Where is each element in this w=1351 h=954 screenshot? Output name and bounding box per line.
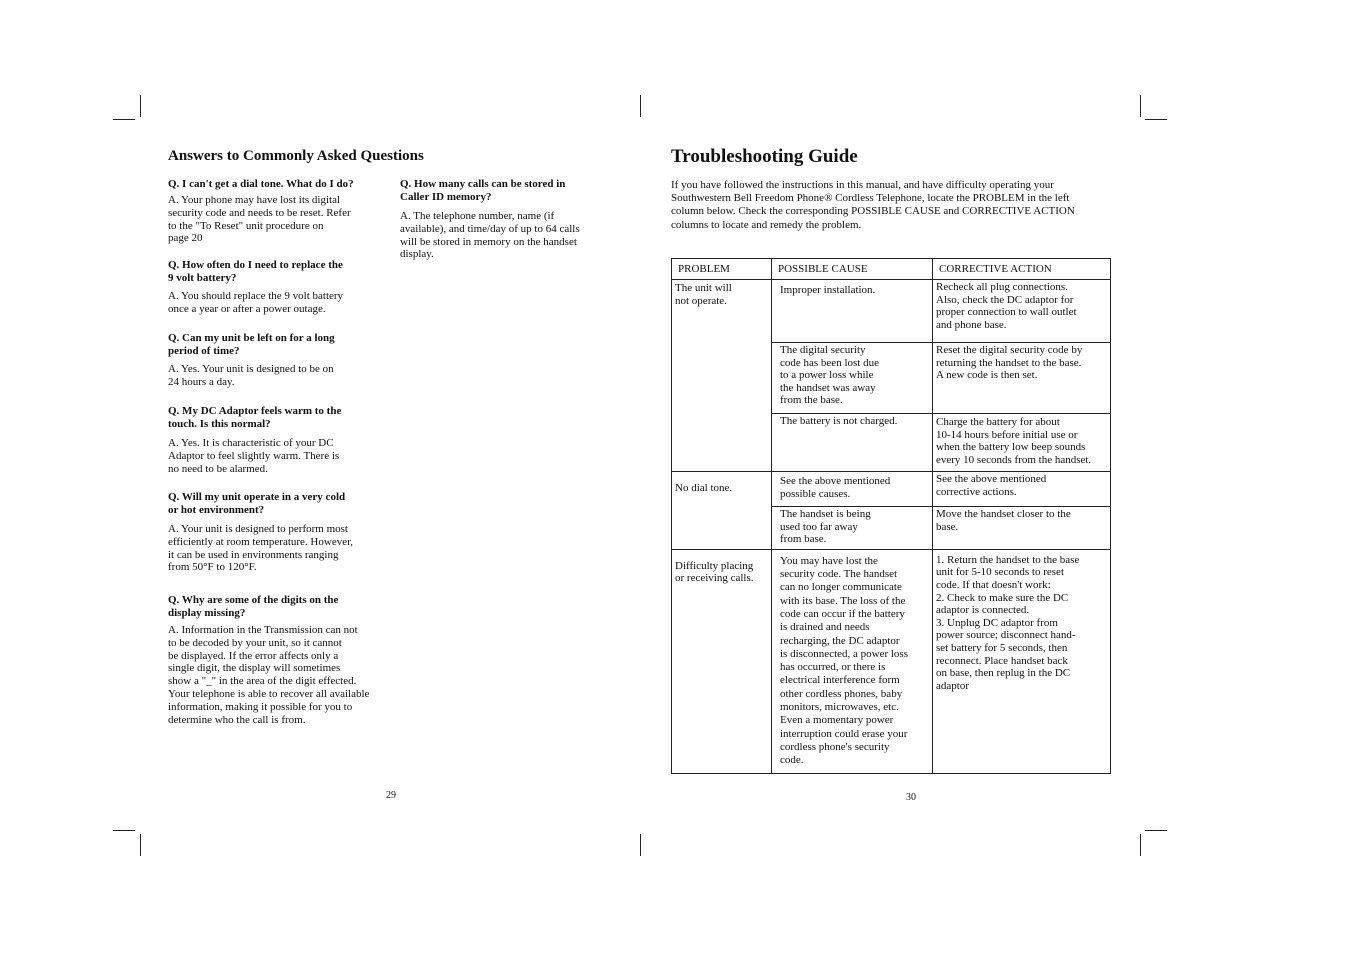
crop-mark [1140,834,1141,856]
column-header-possible-cause: POSSIBLE CAUSE [772,259,933,280]
faq-answer: A. Yes. It is characteristic of your DC Adaptor to feel slightly warm. There is no need to be alarmed. [168,437,340,475]
action-cell: Move the handset closer to the base. [933,507,1111,550]
crop-mark [113,830,135,831]
troubleshooting-heading: Troubleshooting Guide [671,146,858,167]
table-row [672,472,1111,507]
action-cell: Recheck all plug connections. Also, check the DC adaptor for proper connection to wall outlet and phone base. [933,280,1111,343]
cause-cell: The battery is not charged. [772,414,933,472]
crop-mark [113,119,135,120]
problem-cell: Difficulty placing or receiving calls. [672,549,772,773]
table-header-row [672,259,1111,280]
action-cell: See the above mentioned corrective actions. [933,472,1111,507]
faq-question: Q. I can't get a dial tone. What do I do? [168,178,354,190]
faq-answer: A. Yes. Your unit is designed to be on 24 hours a day. [168,363,334,388]
action-cell: Reset the digital security code by returning the handset to the base. A new code is then set. [933,343,1111,414]
faq-question: Q. How many calls can be stored in Caller ID memory? [400,178,566,203]
faq-answer: A. You should replace the 9 volt battery once a year or after a power outage. [168,290,344,315]
cause-cell: The digital security code has been lost due to a power loss while the handset was away from the base. [772,343,933,414]
problem-cell: The unit will not operate. [672,280,772,472]
table-row [672,549,1111,773]
crop-mark [1145,119,1167,120]
crop-mark [1145,830,1167,831]
page-number: 30 [906,792,916,803]
table-row [672,280,1111,343]
cause-cell: See the above mentioned possible causes. [772,472,933,507]
crop-mark [640,95,641,117]
faq-answer: A. Your unit is designed to perform most efficiently at room temperature. However, it can be used in environments ranging from 50°F to 120°F. [168,523,354,574]
faq-question: Q. Will my unit operate in a very cold or hot environment? [168,491,346,516]
faq-question: Q. Can my unit be left on for a long period of time? [168,332,335,357]
problem-cell: No dial tone. [672,472,772,550]
troubleshooting-table [671,258,1111,774]
faq-answer: A. Information in the Transmission can not to be decoded by your unit, so it cannot be displayed. If the error affects only a single digit, the display will sometimes show a "_" in the area of the digit effected. Your telephone is able to recover all available information, making it possible for you to determine who the call is from. [168,624,370,726]
column-header-corrective-action: CORRECTIVE ACTION [933,259,1111,280]
cause-cell: Improper installation. [772,280,933,343]
troubleshooting-intro: If you have followed the instructions in this manual, and have difficulty operating your Southwestern Bell Freedom Phone® Cordless Telephone, locate the PROBLEM in the left column below. Check the corresponding POSSIBLE CAUSE and CORRECTIVE ACTION columns to locate and remedy the problem. [671,179,1075,231]
cause-cell: The handset is being used too far away from base. [772,507,933,550]
faq-question: Q. My DC Adaptor feels warm to the touch. Is this normal? [168,405,342,430]
crop-mark [1140,95,1141,117]
faq-answer: A. The telephone number, name (if available), and time/day of up to 64 calls will be stored in memory on the handset display. [400,210,580,261]
action-cell: 1. Return the handset to the base unit for 5-10 seconds to reset code. If that doesn't work: 2. Check to make sure the DC adaptor is connected. 3. Unplug DC adaptor from power source; disconnect hand- set battery for 5 seconds, then reconnect. Place handset back on base, then replug in the DC adaptor [933,549,1111,773]
crop-mark [140,834,141,856]
crop-mark [140,95,141,117]
faq-question: Q. Why are some of the digits on the display missing? [168,594,339,619]
column-header-problem: PROBLEM [672,259,772,280]
crop-mark [640,834,641,856]
action-cell: Charge the battery for about 10-14 hours before initial use or when the battery low beep sounds every 10 seconds from the handset. [933,414,1111,472]
faq-answer: A. Your phone may have lost its digital security code and needs to be reset. Refer to the "To Reset" unit procedure on page 20 [168,194,351,245]
faq-heading: Answers to Commonly Asked Questions [168,148,424,164]
cause-cell: You may have lost the security code. The handset can no longer communicate with its base. The loss of the code can occur if the battery is drained and needs recharging, the DC adaptor is disconnected, a power loss has occurred, or there is electrical interference form other cordless phones, baby monitors, microwaves, etc. Even a momentary power interruption could erase your cordless phone's security code. [772,549,933,773]
faq-question: Q. How often do I need to replace the 9 volt battery? [168,259,343,284]
page-number: 29 [386,790,396,801]
